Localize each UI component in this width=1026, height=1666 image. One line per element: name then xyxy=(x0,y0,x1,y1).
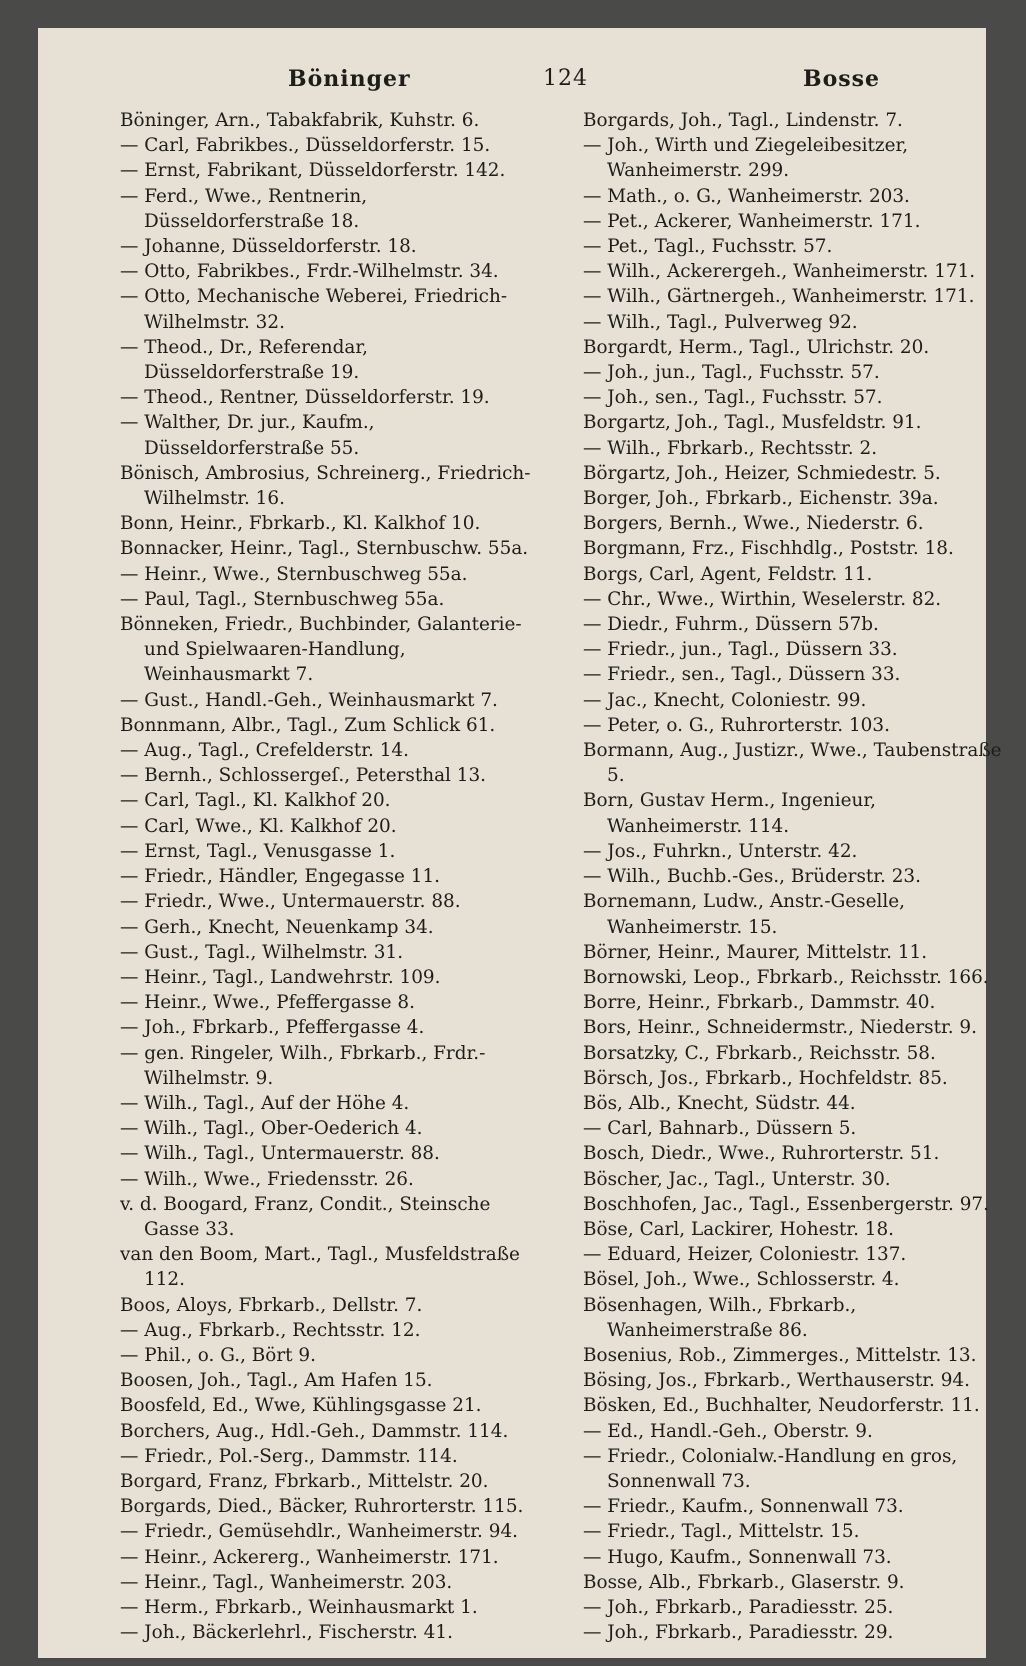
directory-entry: — Friedr., sen., Tagl., Düssern 33. xyxy=(583,664,901,686)
directory-entry: — Peter, o. G., Ruhrorterstr. 103. xyxy=(583,714,890,736)
right-column xyxy=(583,108,1003,1645)
directory-entry: — Diedr., Fuhrm., Düssern 57b. xyxy=(583,614,879,636)
directory-entry: Borger, Joh., Fbrkarb., Eichenstr. 39a. xyxy=(583,488,939,510)
directory-entry: — Jac., Knecht, Coloniestr. 99. xyxy=(583,689,867,711)
directory-entry: Bonn, Heinr., Fbrkarb., Kl. Kalkhof 10. xyxy=(120,513,481,535)
directory-entry: Börsch, Jos., Fbrkarb., Hochfeldstr. 85. xyxy=(583,1067,948,1089)
directory-entry: — Theod., Dr., Referendar, Düsseldorferstraße 19. xyxy=(120,336,368,384)
directory-entry: Boosfeld, Ed., Wwe, Kühlingsgasse 21. xyxy=(120,1395,482,1417)
directory-entry: — Friedr., Wwe., Untermauerstr. 88. xyxy=(120,891,461,913)
directory-entry: Bornowski, Leop., Fbrkarb., Reichsstr. 166. xyxy=(583,966,989,988)
directory-entry: Bösel, Joh., Wwe., Schlosserstr. 4. xyxy=(583,1269,900,1291)
directory-entry: — Joh., jun., Tagl., Fuchsstr. 57. xyxy=(583,362,880,384)
directory-entry: — Friedr., Colonialw.-Handlung en gros, Sonnenwall 73. xyxy=(583,1445,958,1492)
directory-entry: Bönneken, Friedr., Buchbinder, Galanterie- und Spielwaaren-Handlung, Weinhausmarkt 7. xyxy=(120,614,522,686)
directory-entry: — Herm., Fbrkarb., Weinhausmarkt 1. xyxy=(120,1596,478,1618)
directory-entry: Bönisch, Ambrosius, Schreinerg., Friedrich-Wilhelmstr. 16. xyxy=(120,462,531,510)
page-number: 124 xyxy=(543,66,588,91)
directory-entry: — Aug., Fbrkarb., Rechtsstr. 12. xyxy=(120,1319,421,1341)
directory-entry: — Wilh., Fbrkarb., Rechtsstr. 2. xyxy=(583,437,878,459)
directory-entry: — Ferd., Wwe., Rentnerin, Düsseldorferstraße 18. xyxy=(120,185,368,232)
directory-entry: — Jos., Fuhrkn., Unterstr. 42. xyxy=(583,840,858,862)
directory-entry: — Heinr., Wwe., Sternbuschweg 55a. xyxy=(120,563,468,585)
page-header xyxy=(38,66,986,106)
directory-entry: — Hugo, Kaufm., Sonnenwall 73. xyxy=(583,1546,892,1568)
directory-entry: — Eduard, Heizer, Coloniestr. 137. xyxy=(583,1244,907,1266)
directory-entry: Bornemann, Ludw., Anstr.-Geselle, Wanheimerstr. 15. xyxy=(583,891,905,938)
directory-entry: Bosenius, Rob., Zimmerges., Mittelstr. 13. xyxy=(583,1344,977,1366)
left-column xyxy=(120,108,540,1645)
directory-entry: — Heinr., Ackererg., Wanheimerstr. 171. xyxy=(120,1546,499,1568)
directory-entry: Boos, Aloys, Fbrkarb., Dellstr. 7. xyxy=(120,1294,423,1316)
directory-entry: Boschhofen, Jac., Tagl., Essenbergerstr. 97. xyxy=(583,1193,989,1215)
directory-entry: Böse, Carl, Lackirer, Hohestr. 18. xyxy=(583,1218,895,1240)
directory-entry: v. d. Boogard, Franz, Condit., Steinsche Gasse 33. xyxy=(120,1193,491,1240)
directory-entry: Borgmann, Frz., Fischhdlg., Poststr. 18. xyxy=(583,538,954,560)
directory-entry: — Friedr., Pol.-Serg., Dammstr. 114. xyxy=(120,1445,458,1467)
directory-entry: — Bernh., Schlossergeſ., Petersthal 13. xyxy=(120,765,487,787)
directory-entry: Bösenhagen, Wilh., Fbrkarb., Wanheimerstraße 86. xyxy=(583,1294,857,1341)
directory-entry: — Gust., Tagl., Wilhelmstr. 31. xyxy=(120,941,404,963)
directory-entry: — Heinr., Wwe., Pfeffergasse 8. xyxy=(120,992,415,1014)
directory-entry: — Friedr., Händler, Engegasse 11. xyxy=(120,866,440,888)
directory-entry: Bosch, Diedr., Wwe., Ruhrorterstr. 51. xyxy=(583,1143,940,1165)
directory-entry: Borgards, Died., Bäcker, Ruhrorterstr. 115. xyxy=(120,1496,524,1518)
directory-entry: Born, Gustav Herm., Ingenieur, Wanheimerstr. 114. xyxy=(583,790,877,837)
directory-entry: Boosen, Joh., Tagl., Am Hafen 15. xyxy=(120,1370,433,1392)
directory-entry: — Wilh., Gärtnergeh., Wanheimerstr. 171. xyxy=(583,286,975,308)
directory-entry: — Friedr., Kaufm., Sonnenwall 73. xyxy=(583,1496,904,1518)
directory-entry: Borgards, Joh., Tagl., Lindenstr. 7. xyxy=(583,110,903,131)
directory-entry: — Joh., Fbrkarb., Paradiesstr. 25. xyxy=(583,1596,894,1618)
header-first-name: Böninger xyxy=(288,66,411,92)
directory-entry: — Wilh., Tagl., Auf der Höhe 4. xyxy=(120,1092,410,1114)
directory-entry: van den Boom, Mart., Tagl., Musfeldstraße 112. xyxy=(120,1244,520,1291)
directory-entry: — Joh., Fbrkarb., Pfeffergasse 4. xyxy=(120,1017,425,1039)
directory-entry: — Joh., Fbrkarb., Paradiesstr. 29. xyxy=(583,1622,894,1644)
directory-entry: — Ernst, Fabrikant, Düsseldorferstr. 142. xyxy=(120,160,506,182)
directory-entry: Borgartz, Joh., Tagl., Musfeldstr. 91. xyxy=(583,412,922,434)
directory-entry: Bösing, Jos., Fbrkarb., Werthauserstr. 94. xyxy=(583,1370,970,1392)
directory-entry: Bormann, Aug., Justizr., Wwe., Taubenstraße 5. xyxy=(583,740,1002,787)
directory-page xyxy=(38,28,1002,1658)
directory-entry: — Pet., Ackerer, Wanheimerstr. 171. xyxy=(583,210,921,232)
directory-entry: — Walther, Dr. jur., Kaufm., Düsseldorferstraße 55. xyxy=(120,412,375,459)
directory-entry: — Chr., Wwe., Wirthin, Weselerstr. 82. xyxy=(583,588,942,610)
directory-entry: — Heinr., Tagl., Wanheimerstr. 203. xyxy=(120,1571,453,1593)
directory-entry: — Gust., Handl.-Geh., Weinhausmarkt 7. xyxy=(120,689,498,711)
directory-entry: Böninger, Arn., Tabakfabrik, Kuhstr. 6. xyxy=(120,110,480,131)
directory-entry: Böscher, Jac., Tagl., Unterstr. 30. xyxy=(583,1168,891,1190)
directory-entry: Bonnacker, Heinr., Tagl., Sternbuschw. 55a. xyxy=(120,538,529,560)
header-last-name: Bosse xyxy=(803,66,881,92)
directory-entry: — Carl, Tagl., Kl. Kalkhof 20. xyxy=(120,790,391,812)
directory-entry: — Ed., Handl.-Geh., Oberstr. 9. xyxy=(583,1420,873,1442)
directory-entry: Bosse, Alb., Fbrkarb., Glaserstr. 9. xyxy=(583,1571,905,1593)
directory-entry: — Joh., Wirth und Ziegeleibesitzer, Wanheimerstr. 299. xyxy=(583,135,909,182)
directory-entry: Börner, Heinr., Maurer, Mittelstr. 11. xyxy=(583,941,928,963)
directory-entry: — Johanne, Düsseldorferstr. 18. xyxy=(120,236,417,258)
directory-entry: Bösken, Ed., Buchhalter, Neudorferstr. 11. xyxy=(583,1395,980,1417)
directory-entry: — Joh., sen., Tagl., Fuchsstr. 57. xyxy=(583,387,883,409)
directory-entry: — Theod., Rentner, Düsseldorferstr. 19. xyxy=(120,387,490,409)
directory-entry: — Joh., Bäckerlehrl., Fischerstr. 41. xyxy=(120,1622,453,1644)
directory-entry: Borchers, Aug., Hdl.-Geh., Dammstr. 114. xyxy=(120,1420,509,1442)
directory-entry: — Wilh., Tagl., Ober-Oederich 4. xyxy=(120,1118,423,1140)
directory-entry: Borgs, Carl, Agent, Feldstr. 11. xyxy=(583,563,873,585)
directory-entry: — Friedr., jun., Tagl., Düssern 33. xyxy=(583,639,898,661)
directory-entry: Borgers, Bernh., Wwe., Niederstr. 6. xyxy=(583,513,924,535)
directory-entry: Borre, Heinr., Fbrkarb., Dammstr. 40. xyxy=(583,992,936,1014)
directory-entry: — Wilh., Wwe., Friedensstr. 26. xyxy=(120,1168,414,1190)
directory-entry: Börgartz, Joh., Heizer, Schmiedestr. 5. xyxy=(583,462,941,484)
directory-entry: — Friedr., Gemüsehdlr., Wanheimerstr. 94. xyxy=(120,1521,518,1543)
directory-entry: — Wilh., Tagl., Untermauerstr. 88. xyxy=(120,1143,440,1165)
directory-entry: — gen. Ringeler, Wilh., Fbrkarb., Frdr.-Wilhelmstr. 9. xyxy=(120,1042,486,1089)
directory-entry: — Heinr., Tagl., Landwehrstr. 109. xyxy=(120,966,441,988)
directory-entry: Borgardt, Herm., Tagl., Ulrichstr. 20. xyxy=(583,336,930,358)
directory-entry: — Math., o. G., Wanheimerstr. 203. xyxy=(583,185,910,207)
directory-entry: — Friedr., Tagl., Mittelstr. 15. xyxy=(583,1521,860,1543)
directory-entry: Borsatzky, C., Fbrkarb., Reichsstr. 58. xyxy=(583,1042,936,1064)
directory-entry: — Wilh., Ackerergeh., Wanheimerstr. 171. xyxy=(583,261,976,283)
directory-entry: — Otto, Fabrikbes., Frdr.-Wilhelmstr. 34. xyxy=(120,261,499,283)
directory-entry: — Gerh., Knecht, Neuenkamp 34. xyxy=(120,916,434,938)
directory-entry: — Carl, Fabrikbes., Düsseldorferstr. 15. xyxy=(120,135,491,157)
directory-entry: — Carl, Wwe., Kl. Kalkhof 20. xyxy=(120,815,397,837)
directory-entry: — Wilh., Tagl., Pulverweg 92. xyxy=(583,311,858,333)
directory-entry: Bös, Alb., Knecht, Südstr. 44. xyxy=(583,1092,856,1114)
directory-entry: — Ernst, Tagl., Venusgasse 1. xyxy=(120,840,396,862)
directory-entry: Borgard, Franz, Fbrkarb., Mittelstr. 20. xyxy=(120,1470,489,1492)
directory-entry: Bors, Heinr., Schneidermstr., Niederstr. 9. xyxy=(583,1017,977,1039)
directory-entry: — Phil., o. G., Bört 9. xyxy=(120,1344,316,1366)
directory-entry: — Paul, Tagl., Sternbuschweg 55a. xyxy=(120,588,445,610)
directory-entry: — Aug., Tagl., Crefelderstr. 14. xyxy=(120,740,409,762)
directory-entry: — Wilh., Buchb.-Ges., Brüderstr. 23. xyxy=(583,866,921,888)
directory-entry: Bonnmann, Albr., Tagl., Zum Schlick 61. xyxy=(120,714,496,736)
directory-entry: — Otto, Mechanische Weberei, Friedrich-Wilhelmstr. 32. xyxy=(120,286,508,333)
directory-entry: — Carl, Bahnarb., Düssern 5. xyxy=(583,1118,857,1140)
directory-entry: — Pet., Tagl., Fuchsstr. 57. xyxy=(583,236,833,258)
